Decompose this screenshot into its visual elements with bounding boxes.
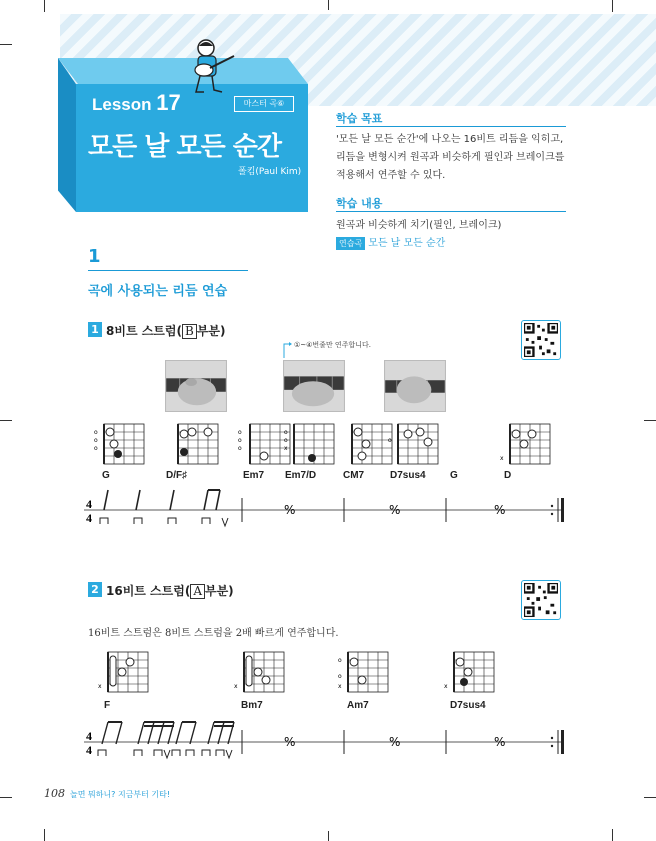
- svg-text:4: 4: [86, 729, 92, 743]
- lesson-box-top: [58, 58, 308, 84]
- chord-label: G: [102, 470, 110, 481]
- chord-label: D7sus4: [390, 470, 426, 481]
- svg-text:o: o: [338, 657, 342, 664]
- svg-text:x: x: [500, 455, 504, 462]
- section-number: 1: [88, 246, 101, 267]
- svg-text:o: o: [238, 445, 242, 452]
- subsection-number: 1: [88, 322, 102, 337]
- svg-text:%: %: [389, 735, 401, 749]
- subsection-title: 16비트 스트럼( A 부분): [106, 584, 234, 598]
- time-sig-top: 4: [86, 497, 92, 511]
- svg-text:%: %: [494, 735, 506, 749]
- time-sig-bottom: 4: [86, 511, 92, 525]
- chord-label: D: [504, 470, 512, 481]
- hand-photo-2: [283, 360, 345, 412]
- rhythm-staff-1: [84, 486, 568, 532]
- svg-text:%: %: [284, 503, 296, 517]
- svg-text:o: o: [238, 437, 242, 444]
- song-name: 모든 날 모든 순간: [368, 238, 446, 249]
- lesson-box-side: [58, 58, 76, 212]
- svg-text:o: o: [94, 445, 98, 452]
- svg-text:x: x: [338, 683, 342, 690]
- content-text: 원곡과 비슷하게 치기(필인, 브레이크): [336, 220, 502, 231]
- footer-title: 놀면 뭐하니? 지금부터 기타!: [70, 790, 171, 799]
- section-divider: [88, 270, 248, 271]
- chord-label: D7sus4: [450, 700, 486, 711]
- chord-label: D/F♯: [166, 470, 188, 481]
- page-number: 108: [44, 787, 65, 800]
- subsection-number: 2: [88, 582, 102, 597]
- lesson-label: Lesson 17: [92, 90, 181, 115]
- svg-text:o: o: [284, 429, 288, 436]
- svg-text:o: o: [94, 429, 98, 436]
- chord-label: Em7/D: [285, 470, 317, 481]
- chord-diagrams-row-1: [86, 422, 556, 468]
- qr-code-icon[interactable]: [521, 320, 561, 360]
- chord-label: Em7: [243, 470, 265, 481]
- svg-text:x: x: [234, 683, 238, 690]
- section-title: 곡에 사용되는 리듬 연습: [88, 284, 228, 299]
- svg-text:4: 4: [86, 743, 92, 757]
- content-song: [336, 234, 445, 250]
- strum-note: ①~④번줄만 연주합니다.: [294, 341, 371, 349]
- goals-divider: [336, 126, 566, 127]
- chord-label: Am7: [347, 700, 369, 711]
- song-badge: 연습곡: [336, 237, 365, 250]
- svg-text:o: o: [238, 429, 242, 436]
- svg-text:%: %: [284, 735, 296, 749]
- chord-diagrams-row-2: [86, 650, 556, 696]
- rhythm-staff-2: [84, 716, 568, 764]
- composer: 폴킴(Paul Kim): [238, 167, 302, 177]
- chord-label: Bm7: [241, 700, 263, 711]
- svg-text:%: %: [494, 503, 506, 517]
- goals-heading: 학습 목표: [336, 112, 383, 125]
- svg-text:o: o: [94, 437, 98, 444]
- chord-label: CM7: [343, 470, 365, 481]
- note-arrow-icon: [282, 340, 292, 358]
- svg-text:x: x: [98, 683, 102, 690]
- hand-photo-1: [165, 360, 227, 412]
- svg-text:o: o: [284, 437, 288, 444]
- song-title: 모든 날 모든 순간: [88, 132, 281, 162]
- svg-text:o: o: [338, 673, 342, 680]
- content-heading: 학습 내용: [336, 197, 383, 210]
- content-divider: [336, 211, 566, 212]
- svg-text:x: x: [284, 445, 288, 452]
- description: 16비트 스트럼은 8비트 스트럼을 2배 빠르게 연주합니다.: [88, 628, 339, 639]
- qr-code-icon[interactable]: [521, 580, 561, 620]
- svg-text:%: %: [389, 503, 401, 517]
- guitarist-icon: [186, 38, 236, 96]
- svg-text:o: o: [388, 437, 392, 444]
- goals-text: '모든 날 모든 순간'에 나오는 16비트 리듬을 익히고, 리듬을 변형시켜 원곡과 비슷하게 필인과 브레이크를 적용해서 연주할 수 있다.: [336, 134, 565, 181]
- chord-label: G: [450, 470, 458, 481]
- hand-photo-3: [384, 360, 446, 412]
- subsection-title: 8비트 스트럼( B 부분): [106, 324, 226, 338]
- svg-text:x: x: [444, 683, 448, 690]
- chord-label: F: [104, 700, 111, 711]
- master-badge: 마스터 곡⑥: [234, 96, 294, 112]
